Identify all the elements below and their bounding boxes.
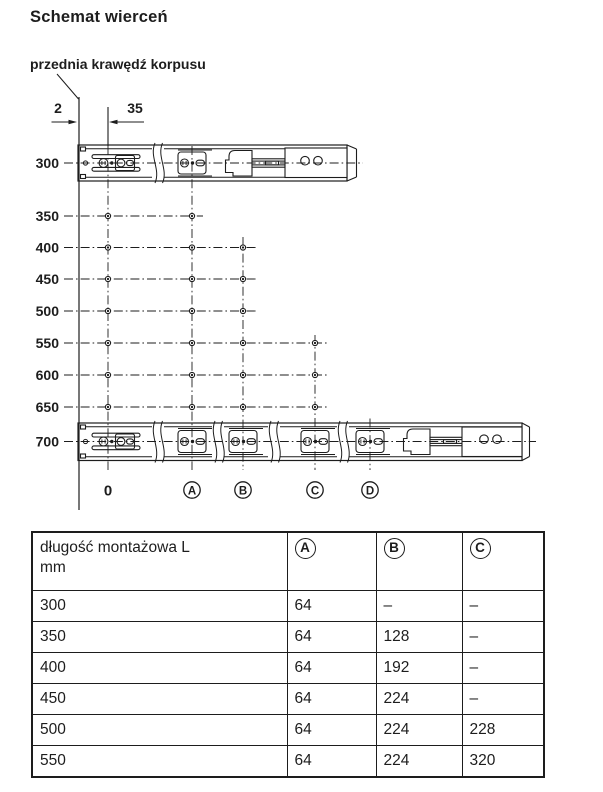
- row-label: 300: [35, 154, 59, 171]
- row-label: 650: [35, 398, 59, 415]
- circled-a-icon: A: [295, 538, 316, 559]
- row-label: 400: [35, 239, 59, 256]
- column-label: A: [187, 485, 197, 498]
- table-row: [32, 622, 544, 653]
- row-label: 450: [35, 270, 59, 287]
- column-label: C: [310, 485, 320, 498]
- cell-dimension: –: [462, 591, 544, 622]
- cell-length: 300: [32, 591, 287, 622]
- cell-dimension: –: [462, 684, 544, 715]
- circled-c-icon: C: [470, 538, 491, 559]
- cell-dimension: 224: [376, 715, 462, 746]
- cell-dimension: 224: [376, 746, 462, 778]
- row-label: 600: [35, 366, 59, 383]
- cell-dimension: 64: [287, 591, 376, 622]
- dimension-2-label: 2: [54, 100, 62, 116]
- row-label: 350: [35, 207, 59, 224]
- cell-dimension: 64: [287, 684, 376, 715]
- cell-dimension: –: [462, 653, 544, 684]
- header-length: [32, 532, 287, 591]
- cell-dimension: 224: [376, 684, 462, 715]
- drilling-table: [31, 531, 545, 778]
- drill-points: [105, 213, 317, 409]
- front-edge-label: przednia krawędź korpusu: [30, 56, 206, 72]
- header-col-c: [462, 532, 544, 591]
- cell-dimension: 64: [287, 715, 376, 746]
- column-label: 0: [103, 482, 113, 500]
- header-unit-label: mm: [40, 559, 66, 576]
- cell-dimension: 64: [287, 622, 376, 653]
- table-row: [32, 684, 544, 715]
- cell-dimension: 320: [462, 746, 544, 778]
- cell-length: 400: [32, 653, 287, 684]
- cell-length: 550: [32, 746, 287, 778]
- page-title: Schemat wierceń: [30, 8, 168, 26]
- cell-dimension: 64: [287, 746, 376, 778]
- cell-dimension: 192: [376, 653, 462, 684]
- cell-dimension: –: [462, 622, 544, 653]
- cell-length: 350: [32, 622, 287, 653]
- circled-b-icon: B: [384, 538, 405, 559]
- header-length-label: długość montażowa L: [40, 539, 190, 556]
- table-row: [32, 653, 544, 684]
- row-label: 550: [35, 334, 59, 351]
- cell-dimension: 64: [287, 653, 376, 684]
- cell-length: 500: [32, 715, 287, 746]
- row-label: 700: [35, 433, 59, 450]
- table-row: [32, 746, 544, 778]
- table-header-row: [32, 532, 544, 591]
- column-label: D: [365, 485, 375, 498]
- table-row: [32, 715, 544, 746]
- dimension-35-label: 35: [127, 100, 143, 116]
- drawer-slide-drawings: [78, 143, 530, 463]
- row-label: 500: [35, 302, 59, 319]
- cell-dimension: –: [376, 591, 462, 622]
- table-row: [32, 591, 544, 622]
- header-col-a: [287, 532, 376, 591]
- column-label: B: [238, 485, 248, 498]
- cell-dimension: 128: [376, 622, 462, 653]
- cell-dimension: 228: [462, 715, 544, 746]
- header-col-b: [376, 532, 462, 591]
- cell-length: 450: [32, 684, 287, 715]
